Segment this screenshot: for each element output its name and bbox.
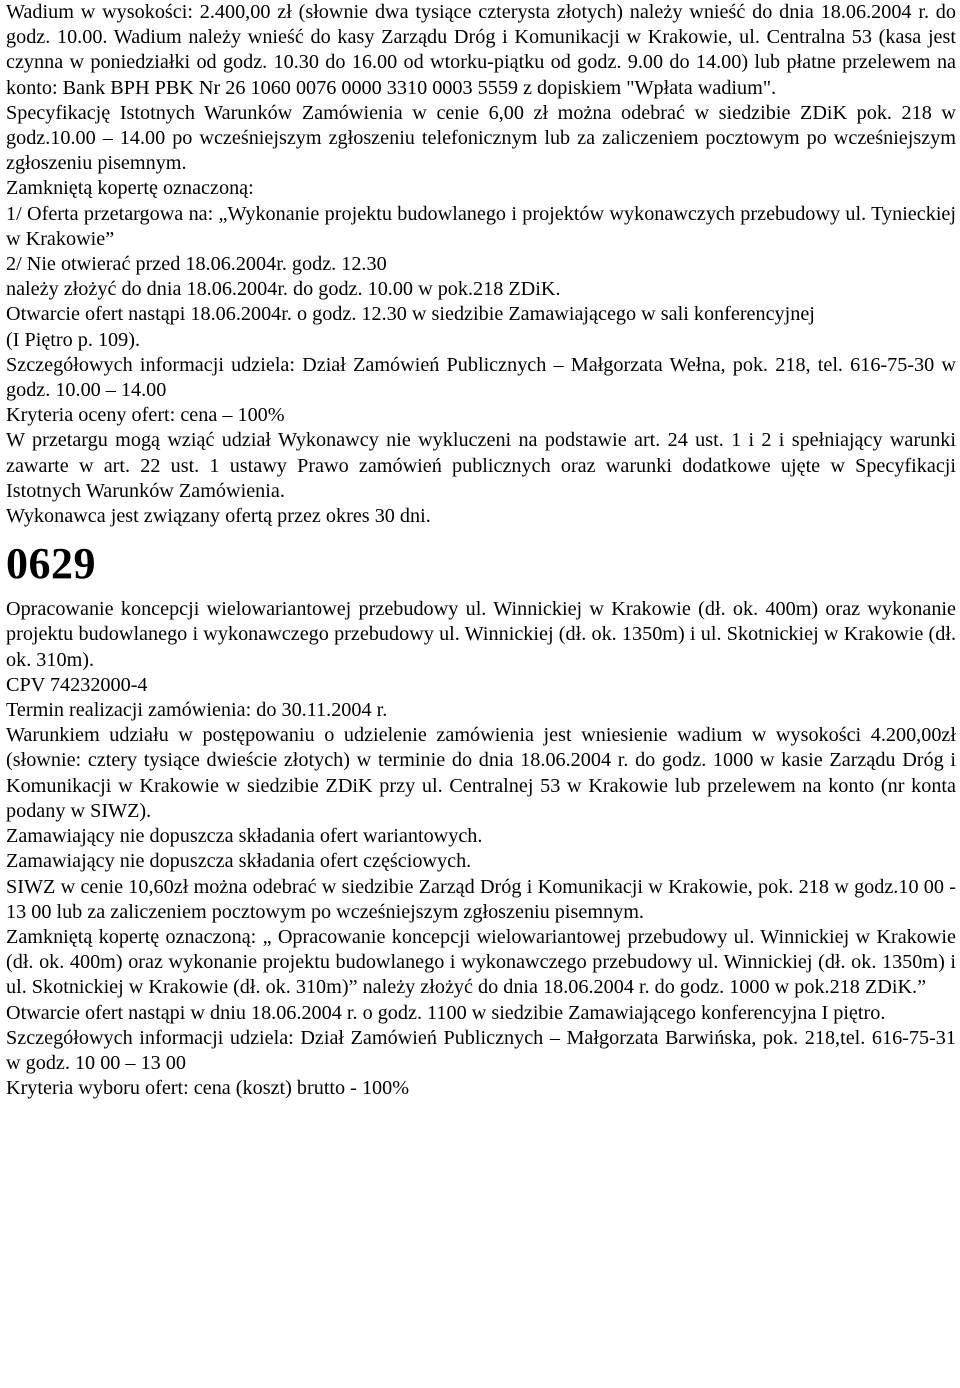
opening-floor: (I Piętro p. 109). — [6, 328, 140, 351]
notice-envelope: Zamkniętą kopertę oznaczoną: „ Opracowanie koncepcji wielowariantowej przebudowy ul. Winnickiej w Krakowie (dł. ok. 400m) oraz wykonanie projektu budowlanego i wykonawczego przebudowy ul. Winnickiej (dł. ok. 1350m) i ul. Skotnickiej w Krakowie (dł. ok. 310m)” należy złożyć do dnia 18.06.2004 r. do godz. 1000 w pok.218 ZDiK.” — [6, 925, 956, 999]
notice-condition: Warunkiem udziału w postępowaniu o udzielenie zamówienia jest wniesienie wadium w wysokości 4.200,00zł (słownie: cztery tysiące dwieście złotych) w terminie do dnia 18.06.2004 r. do godz. 1000 w kasie Zarządu Dróg i Komunikacji w Krakowie w siedzibie ZDiK przy ul. Centralnej 53 w Krakowie lub przelewem na konto (nr konta podany w SIWZ). — [6, 724, 956, 822]
notice-opening: Otwarcie ofert nastąpi w dniu 18.06.2004 r. o godz. 1100 w siedzibie Zamawiającego konferencyjna I piętro. — [6, 1001, 886, 1024]
binding-period: Wykonawca jest związany ofertą przez okres 30 dni. — [6, 505, 431, 528]
criteria-line: Kryteria oceny ofert: cena – 100% — [6, 404, 285, 427]
notice-criteria: Kryteria wyboru ofert: cena (koszt) brutto - 100% — [6, 1077, 410, 1100]
document-page — [6, 0, 956, 1101]
eligibility-paragraph: W przetargu mogą wziąć udział Wykonawcy nie wykluczeni na podstawie art. 24 ust. 1 i 2 i spełniający warunki zawarte w art. 22 ust. 1 ustawy Prawo zamówień publicznych oraz warunki dodatkowe ujęte w Specyfikacji Istotnych Warunków Zamówienia. — [6, 429, 956, 502]
envelope-line-2: 2/ Nie otwierać przed 18.06.2004r. godz. 12.30 — [6, 253, 387, 276]
envelope-label: Zamkniętą kopertę oznaczoną: — [6, 177, 254, 200]
envelope-line-1: 1/ Oferta przetargowa na: „Wykonanie projektu budowlanego i projektów wykonawczych przebudowy ul. Tynieckiej w Krakowie” — [6, 202, 956, 250]
submission-deadline: należy złożyć do dnia 18.06.2004r. do godz. 10.00 w pok.218 ZDiK. — [6, 278, 561, 301]
contact-paragraph: Szczegółowych informacji udziela: Dział Zamówień Publicznych – Małgorzata Wełna, pok. 218, tel. 616-75-30 w godz. 10.00 – 14.00 — [6, 353, 956, 402]
notice-deadline: Termin realizacji zamówienia: do 30.11.2004 r. — [6, 699, 388, 722]
wadium-paragraph: Wadium w wysokości: 2.400,00 zł (słownie dwa tysiące czterysta złotych) należy wnieść do dnia 18.06.2004 r. do godz. 10.00. Wadium należy wnieść do kasy Zarządu Dróg i Komunikacji w Krakowie, ul. Centralna 53 (kasa jest czynna w poniedziałki od godz. 10.30 do 16.00 od wtorku-piątku od godz. 9.00 do 14.00) lub płatne przelewem na konto: Bank BPH PBK Nr 26 1060 0076 0000 3310 0003 5559 z dopiskiem "Wpłata wadium". — [6, 1, 956, 99]
notice-siwz: SIWZ w cenie 10,60zł można odebrać w siedzibie Zarząd Dróg i Komunikacji w Krakowie, pok. 218 w godz.10 00 - 13 00 lub za zaliczeniem pocztowym po wcześniejszym zgłoszeniu pisemnym. — [6, 875, 956, 923]
notice-no-partial: Zamawiający nie dopuszcza składania ofert częściowych. — [6, 850, 472, 873]
notice-contact: Szczegółowych informacji udziela: Dział Zamówień Publicznych – Małgorzata Barwińska, pok. 218,tel. 616-75-31 w godz. 10 00 – 13 00 — [6, 1026, 956, 1074]
notice-number-heading: 0629 — [6, 539, 96, 589]
notice-cpv: CPV 74232000-4 — [6, 673, 148, 696]
notice-subject: Opracowanie koncepcji wielowariantowej przebudowy ul. Winnickiej w Krakowie (dł. ok. 400m) oraz wykonanie projektu budowlanego i wykonawczego przebudowy ul. Winnickiej (dł. ok. 1350m) i ul. Skotnickiej w Krakowie (dł. ok. 310m). — [6, 598, 956, 671]
siwz-paragraph: Specyfikację Istotnych Warunków Zamówienia w cenie 6,00 zł można odebrać w siedzibie ZDiK pok. 218 w godz.10.00 – 14.00 po wcześniejszym zgłoszeniu telefonicznym lub za zaliczeniem pocztowym po wcześniejszym zgłoszeniu pisemnym. — [6, 101, 956, 175]
notice-no-variants: Zamawiający nie dopuszcza składania ofert wariantowych. — [6, 825, 483, 848]
opening-paragraph: Otwarcie ofert nastąpi 18.06.2004r. o godz. 12.30 w siedzibie Zamawiającego w sali konferencyjnej — [6, 303, 815, 326]
